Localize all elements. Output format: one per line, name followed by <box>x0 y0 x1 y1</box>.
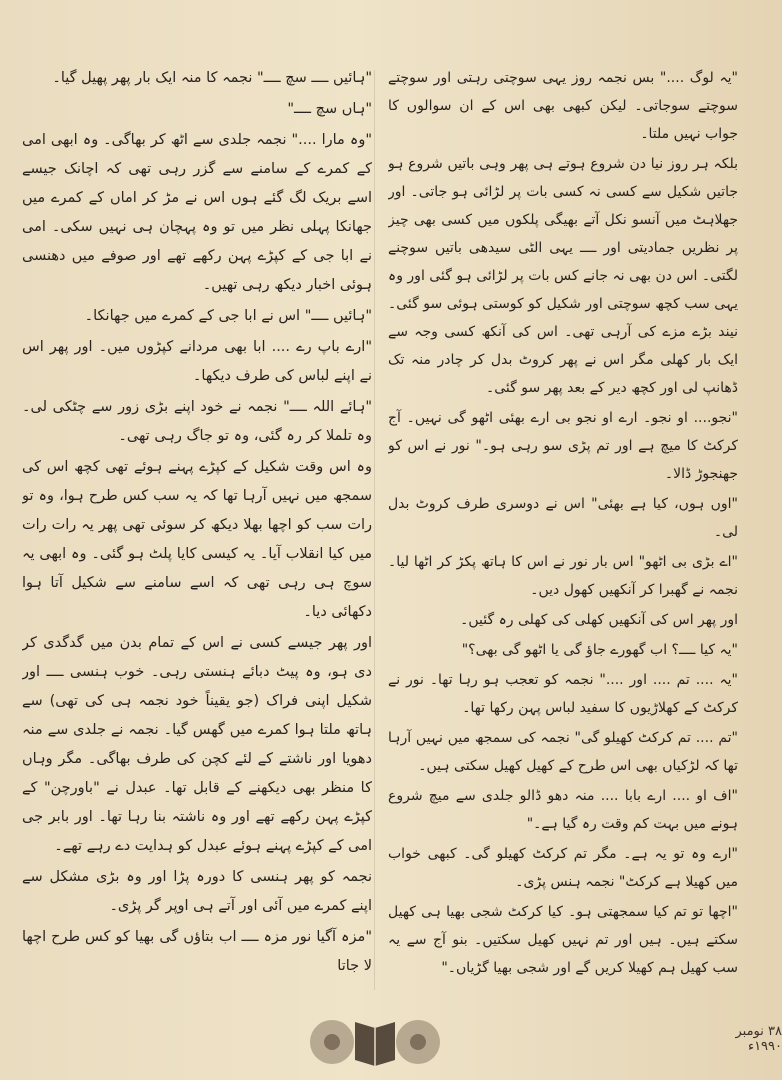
magazine-emblem-icon <box>300 1012 450 1068</box>
paragraph: وہ اس وقت شکیل کے کپڑے پہنے ہوئے تھی کچھ اس کی سمجھ میں نہیں آرہا تھا کہ یہ سب کس طرح ہوا، وہ تو رات سب کو اچھا بھلا دیکھ کر سوئی تھی پھر یہ رات رات میں کیا انقلاب آیا۔ یہ کیسی کایا پلٹ ہو گئی۔ وہ ابھی یہ سوچ ہی رہی تھی کہ اسے سامنے سے شکیل آتا ہوا دکھائی دیا۔ <box>22 459 372 620</box>
paragraph: "یہ لوگ ...." بس نجمہ روز یہی سوچتی رہتی اور سوچتے سوچتے سوجاتی۔ لیکن کبھی بھی اس کے ان سوالوں کا جواب نہیں ملتا۔ <box>388 70 738 142</box>
paragraph: "یہ .... تم .... اور ...." نجمہ کو تعجب ہو رہا تھا۔ نور نے کرکٹ کے کھلاڑیوں کا سفید لباس پہن رکھا تھا۔ <box>388 672 738 716</box>
paragraph: "تم .... تم کرکٹ کھیلو گی" نجمہ کی سمجھ میں نہیں آرہا تھا کہ لڑکیاں بھی اس طرح کے کھیل کھیل سکتی ہیں۔ <box>388 730 738 774</box>
paragraph: "یہ کیا ــــ؟ اب گھورے جاؤ گی یا اٹھو گی بھی؟" <box>461 642 738 658</box>
paragraph: اور پھر اس کی آنکھیں کھلی کی کھلی رہ گئیں۔ <box>460 612 738 628</box>
paragraph: نجمہ کو پھر ہنسی کا دورہ پڑا اور وہ بڑی مشکل سے اپنے کمرے میں آئی اور آتے ہی اوپر گر پڑی۔ <box>22 869 372 914</box>
paragraph: "ارے وہ تو یہ ہے۔ مگر تم کرکٹ کھیلو گی۔ کبھی خواب میں کھیلا ہے کرکٹ" نجمہ ہنس پڑی۔ <box>388 846 738 890</box>
paragraph: "اے بڑی بی اٹھو" اس بار نور نے اس کا ہاتھ پکڑ کر اٹھا لیا۔ نجمہ نے گھبرا کر آنکھیں کھول دیں۔ <box>388 554 738 598</box>
left-text-column <box>22 64 372 983</box>
paragraph: "اف او .... ارے بابا .... منہ دھو ڈالو جلدی سے میچ شروع ہونے میں بہت کم وقت رہ گیا ہے۔" <box>388 788 738 832</box>
paragraph: "ارے باپ رے .... ابا بھی مردانے کپڑوں میں۔ اور پھر اس نے اپنے لباس کی طرف دیکھا۔ <box>22 339 372 384</box>
paragraph: "مزہ آگیا نور مزہ ــــ اب بتاؤں گی بھیا کو کس طرح اچھا لا جاتا <box>22 929 372 974</box>
paragraph: "اوں ہوں، کیا ہے بھئی" اس نے دوسری طرف کروٹ بدل لی۔ <box>388 496 738 540</box>
paragraph: "ہاں سچ ــــ" <box>287 101 372 117</box>
paragraph: "ہائیں ــــ سچ ــــ" نجمہ کا منہ ایک بار پھر پھیل گیا۔ <box>52 70 372 86</box>
paragraph: "نجو.... او نجو۔ ارے او نجو بی ارے بھئی اٹھو گی نہیں۔ آج کرکٹ کا میچ ہے اور تم پڑی سو رہی ہو۔" نور نے اس کو جھنجوڑ ڈالا۔ <box>388 410 738 482</box>
paragraph: "اچھا تو تم کیا سمجھتی ہو۔ کیا کرکٹ شجی بھیا ہی کھیل سکتے ہیں۔ ہیں اور تم نہیں کھیل سکتیں۔ بنو آج سے یہ سب کھیل ہم کھیلا کریں گے اور شجی بھیا گڑیاں۔" <box>388 904 738 976</box>
paragraph: بلکہ ہر روز نیا دن شروع ہوتے ہی پھر وہی باتیں شروع ہو جاتیں شکیل سے کسی نہ کسی بات پر لڑائی ہو جاتی۔ اور جھلاہٹ میں آنسو نکل آتے بھیگی پلکوں میں کسی بھی چیز پر نظریں جمادیتی اور ــــ یہی الٹی سیدھی باتیں سوچنے لگتی۔ اس دن بھی نہ جانے کس بات پر لڑائی ہو گئی اور وہ یہی سب کچھ سوچتی اور شکیل کو کوستی ہوئی سو گئی۔ نیند بڑے مزے کی آرہی تھی۔ اس کی آنکھ کسی وجہ سے ایک بار کھلی مگر اس نے پھر کروٹ بدل کر چادر منہ تک ڈھانپ لی اور کچھ دیر کے بعد پھر سو گئی۔ <box>388 156 738 396</box>
paragraph: "ہائے اللہ ــــ" نجمہ نے خود اپنے بڑی زور سے چٹکی لی۔ وہ تلملا کر رہ گئی، وہ تو جاگ رہی تھی۔ <box>22 399 372 444</box>
page-number-date: ۳۸ نومبر ۱۹۹۰ء <box>735 1024 782 1054</box>
paragraph: "ہائیں ــــ" اس نے ابا جی کے کمرے میں جھانکا۔ <box>84 308 372 324</box>
column-divider <box>374 70 375 990</box>
right-text-column <box>388 64 738 984</box>
paragraph: اور پھر جیسے کسی نے اس کے تمام بدن میں گدگدی کر دی ہو، وہ پیٹ دبائے ہنستی رہی۔ خوب ہنسی ــــ اور شکیل اپنی فراک (جو یقیناً خود نجمہ ہی کی تھی) سے ہاتھ ملتا ہوا کمرے میں گھس گیا۔ نجمہ نے جلدی سے منہ دھویا اور ناشتے کے لئے کچن کی طرف بھاگی۔ مگر وہاں کا منظر بھی دیکھنے کے قابل تھا۔ عبدل نے "باورچن" کے کپڑے پہن رکھے تھے اور وہ ناشتہ بنا رہا تھا۔ اور بابر جی امی کے کپڑے پہنے ہوئے عبدل کو ہدایت دے رہے تھے۔ <box>22 635 372 854</box>
paragraph: "وہ مارا ...." نجمہ جلدی سے اٹھ کر بھاگی۔ وہ ابھی امی کے کمرے کے سامنے سے گزر رہی تھی کہ اچانک جیسے اسے بریک لگ گئے ہوں اس نے مڑ کر اماں کے کمرے میں جھانکا پہلی نظر میں تو وہ پہچان ہی نہیں سکی۔ امی نے ابا جی کے کپڑے پہن رکھے تھے اور صوفے میں دھنسی ہوئی اخبار دیکھ رہی تھیں۔ <box>22 132 372 293</box>
